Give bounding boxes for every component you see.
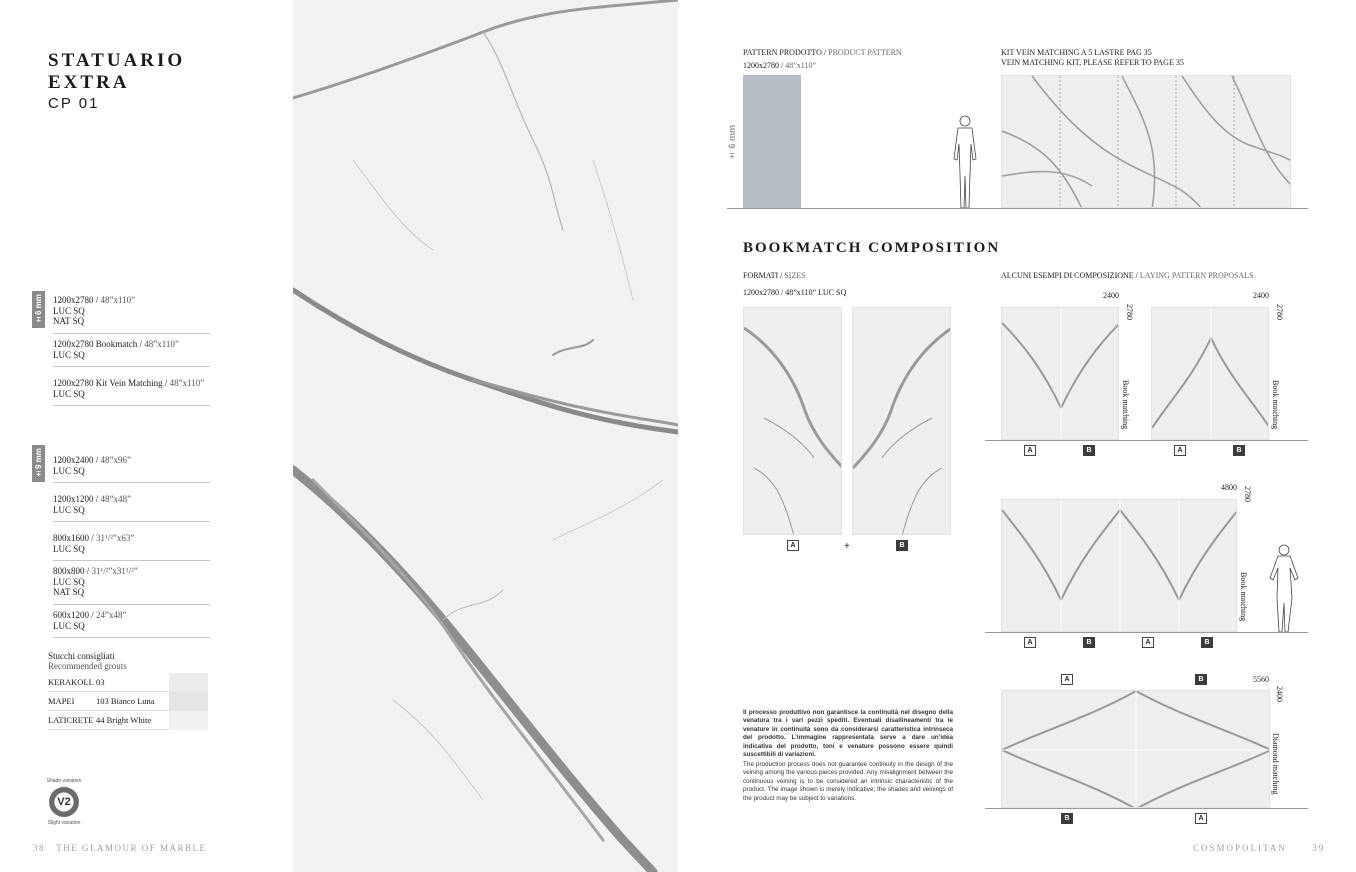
- tag-a: A: [1142, 637, 1154, 648]
- slab-a-veining: [744, 308, 842, 535]
- product-code: CP 01: [48, 95, 100, 112]
- thickness-badge-9mm: ± 9 mm: [32, 445, 45, 482]
- formats-label: FORMATI / SIZES: [743, 271, 806, 280]
- grout-swatch: [169, 711, 208, 730]
- comp3-label: Book matching: [1239, 572, 1248, 622]
- comp-baseline-3: [985, 808, 1308, 809]
- comp3-width: 4800: [1221, 483, 1237, 492]
- disclaimer-en: The production process does not guarantee continuity in the design of the veining among the various pieces provided. Any misalignment between the continuous veining is to be considered an intrinsic characteristic of the product. The image shown is merely indicative; the shades and veinings of the product may be subject to variations.: [743, 761, 953, 802]
- tag-a: A: [1195, 813, 1207, 824]
- tag-a: A: [1061, 674, 1073, 685]
- comp4-width: 5560: [1253, 675, 1269, 684]
- comp4-image: [1001, 690, 1270, 808]
- tag-b: B: [1083, 445, 1095, 456]
- comp2-veining: [1152, 308, 1269, 440]
- comp4-label: Diamond matching: [1271, 733, 1280, 795]
- tag-a: A: [1024, 637, 1036, 648]
- comp1-width: 2400: [1103, 291, 1119, 300]
- format-item: 1200x2780 / 48”x110” LUC SQ NAT SQ: [53, 295, 210, 334]
- comp3-image: [1001, 499, 1237, 632]
- top-baseline: [727, 208, 1308, 209]
- marble-slab-image: [293, 0, 678, 872]
- bookmatch-title: BOOKMATCH COMPOSITION: [743, 240, 1001, 256]
- human-silhouette-icon: [950, 114, 980, 209]
- comp3-veining: [1002, 500, 1237, 632]
- tag-a: A: [787, 540, 799, 551]
- grout-swatch: [169, 692, 208, 711]
- comp1-height: 2780: [1125, 304, 1134, 320]
- slab-b-veining: [853, 308, 951, 535]
- kit-veining: [1002, 76, 1291, 208]
- bookmatch-size: 1200x2780 / 48”x110” LUC SQ: [743, 288, 847, 297]
- format-item: 600x1200 / 24”x48” LUC SQ: [53, 610, 210, 638]
- format-item: 800x800 / 31¹/²”x31¹/²” LUC SQ NAT SQ: [53, 566, 210, 605]
- thickness-badge-6mm: ± 6 mm: [32, 291, 45, 328]
- product-pattern-size: 1200x2780 / 48”x110”: [743, 61, 817, 70]
- vein-matching-kit-image: [1001, 75, 1291, 208]
- comp4-height: 2400: [1275, 686, 1284, 702]
- tag-b: B: [1083, 637, 1095, 648]
- format-item: 1200x2780 Kit Vein Matching / 48”x110” LUC SQ: [53, 378, 210, 406]
- footer-left: 38 THE GLAMOUR OF MARBLE: [33, 843, 207, 853]
- tag-b: B: [896, 540, 908, 551]
- grout-row-mapei: MAPEI 103 Bianco Luna: [48, 692, 208, 711]
- grouts-title: Stucchi consigliati Recommended grouts: [48, 651, 127, 671]
- comp4-veining: [1002, 691, 1270, 808]
- plus-sign: +: [844, 541, 850, 552]
- product-pattern-slab: [743, 75, 801, 208]
- comp3-height: 2780: [1243, 486, 1252, 502]
- marble-veining: [293, 0, 678, 872]
- tag-a: A: [1174, 445, 1186, 456]
- format-item: 800x1600 / 31¹/²”x63” LUC SQ: [53, 533, 210, 561]
- human-silhouette-icon: [1268, 543, 1300, 633]
- pattern-thickness-label: ± 6 mm: [727, 125, 737, 162]
- comp2-image: [1151, 307, 1269, 440]
- product-pattern-label: PATTERN PRODOTTO / PRODUCT PATTERN: [743, 48, 902, 57]
- tag-a: A: [1024, 445, 1036, 456]
- format-item: 1200x1200 / 48”x48” LUC SQ: [53, 494, 210, 522]
- product-title: STATUARIO EXTRA: [48, 50, 186, 93]
- grout-row-laticrete: LATICRETE 44 Bright White: [48, 711, 208, 730]
- comp1-label: Book matching: [1121, 380, 1130, 430]
- grout-swatch: [169, 673, 208, 692]
- kit-label: KIT VEIN MATCHING A 5 LASTRE PAG 35 VEIN MATCHING KIT, PLEASE REFER TO PAGE 35: [1001, 48, 1184, 67]
- disclaimer-it: Il processo produttivo non garantisce la continuità nel disegno della venatura tra i vari pezzi spediti. Eventuali disallineamenti tra le venature in continuità sono da considerarsi caratteristica intrinseca del prodotto. L’immagine rappresentata serve a dare un’idea indicativa del prodotto, toni e venature possono essere quindi suscettibili di variazioni.: [743, 709, 953, 759]
- comp-baseline-2: [985, 632, 1308, 633]
- grout-row-kerakoll: KERAKOLL 03: [48, 673, 208, 692]
- bookmatch-slab-a: [743, 307, 842, 535]
- comp2-width: 2400: [1253, 291, 1269, 300]
- footer-right: COSMOPOLITAN 39: [1193, 843, 1326, 853]
- format-item: 1200x2780 Bookmatch / 48”x110” LUC SQ: [53, 339, 210, 367]
- format-item: 1200x2400 / 48”x96” LUC SQ: [53, 455, 210, 483]
- shade-icon: V2: [49, 787, 79, 817]
- tag-b: B: [1233, 445, 1245, 456]
- comp-baseline-1: [985, 440, 1308, 441]
- tag-b: B: [1061, 813, 1073, 824]
- proposals-label: ALCUNI ESEMPI DI COMPOSIZIONE / LAYING PATTERN PROPOSALS: [1001, 271, 1254, 280]
- bookmatch-slab-b: [852, 307, 951, 535]
- comp1-image: [1001, 307, 1119, 440]
- comp2-height: 2780: [1275, 304, 1284, 320]
- tag-b: B: [1195, 674, 1207, 685]
- tag-b: B: [1201, 637, 1213, 648]
- comp2-label: Book matching: [1271, 380, 1280, 430]
- shade-variation-badge: Shade variation V2 Slight variation: [46, 778, 82, 826]
- comp1-veining: [1002, 308, 1119, 440]
